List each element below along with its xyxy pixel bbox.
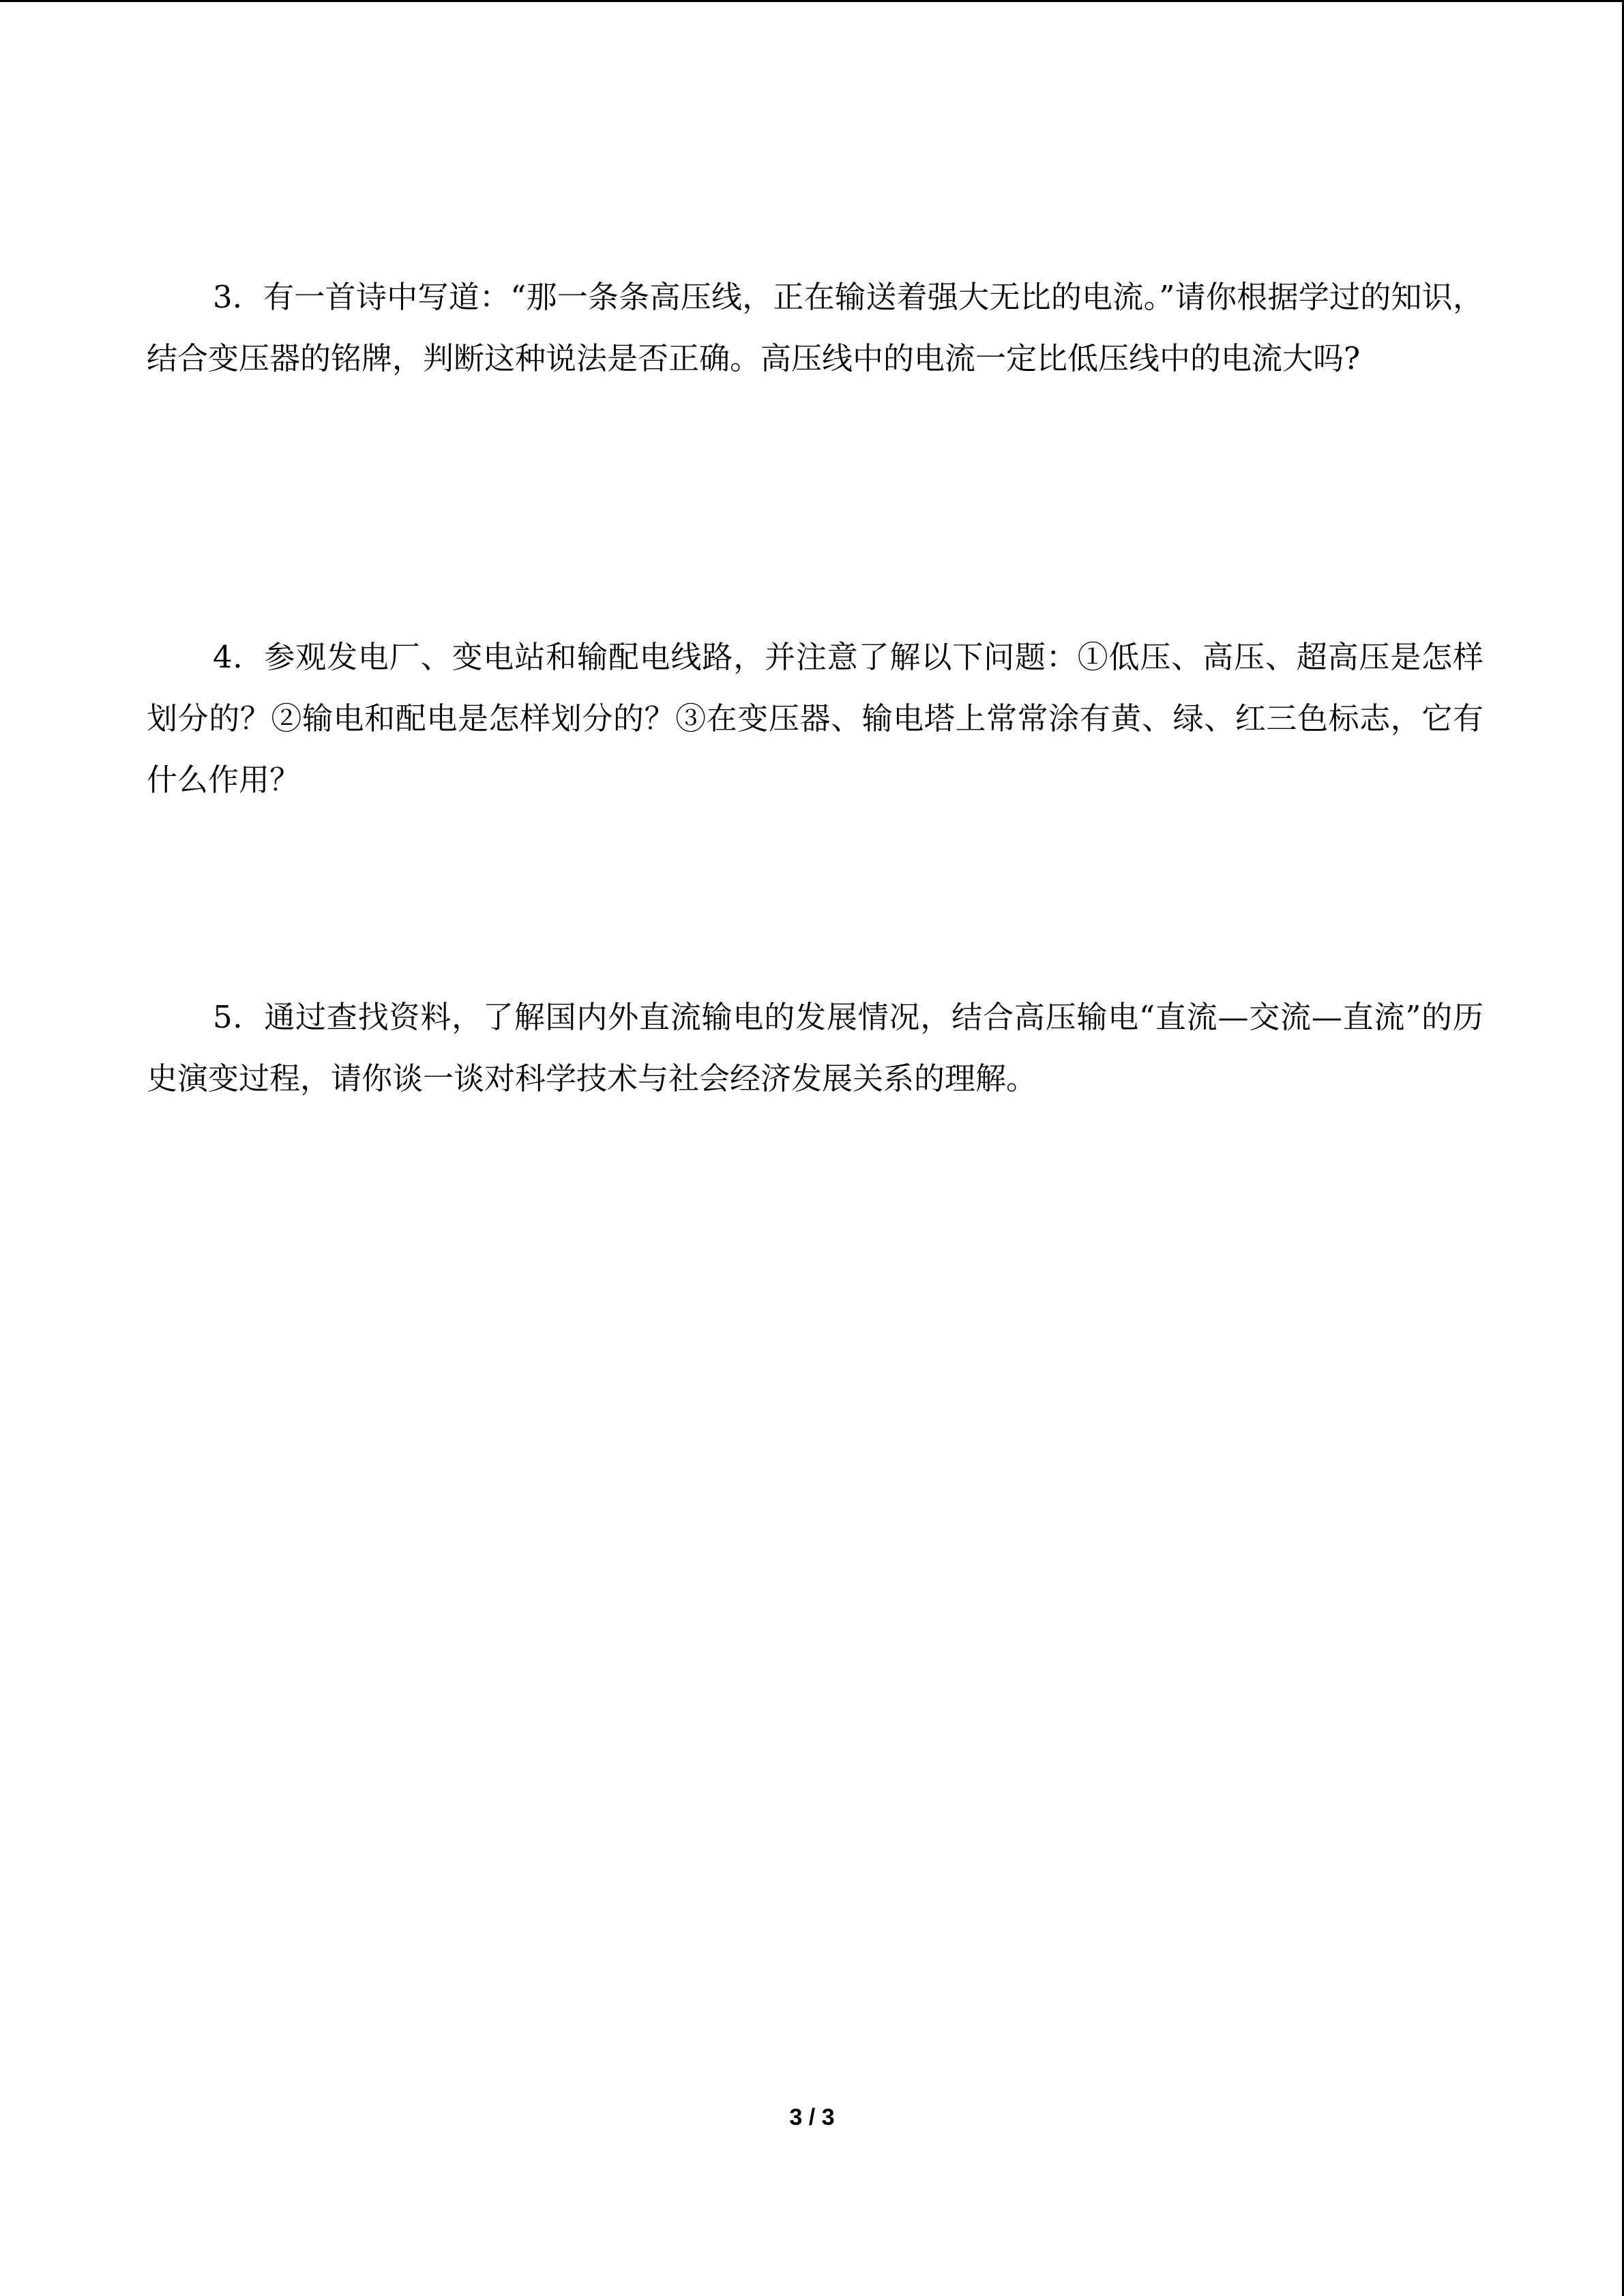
question-4: 4．参观发电厂、变电站和输配电线路，并注意了解以下问题：①低压、高压、超高压是怎样划分的？②输电和配电是怎样划分的？③在变压器、输电塔上常常涂有黄、绿、红三色标志，它有什么作用？: [147, 639, 1483, 798]
page-number: 3 / 3: [789, 2104, 835, 2130]
question-5: 5．通过查找资料，了解国内外直流输电的发展情况，结合高压输电“直流—交流—直流”的历史演变过程，请你谈一谈对科学技术与社会经济发展关系的理解。: [147, 999, 1483, 1097]
question-3: 3．有一首诗中写道：“那一条条高压线，正在输送着强大无比的电流。”请你根据学过的知识，结合变压器的铭牌，判断这种说法是否正确。高压线中的电流一定比低压线中的电流大吗?: [147, 279, 1483, 376]
